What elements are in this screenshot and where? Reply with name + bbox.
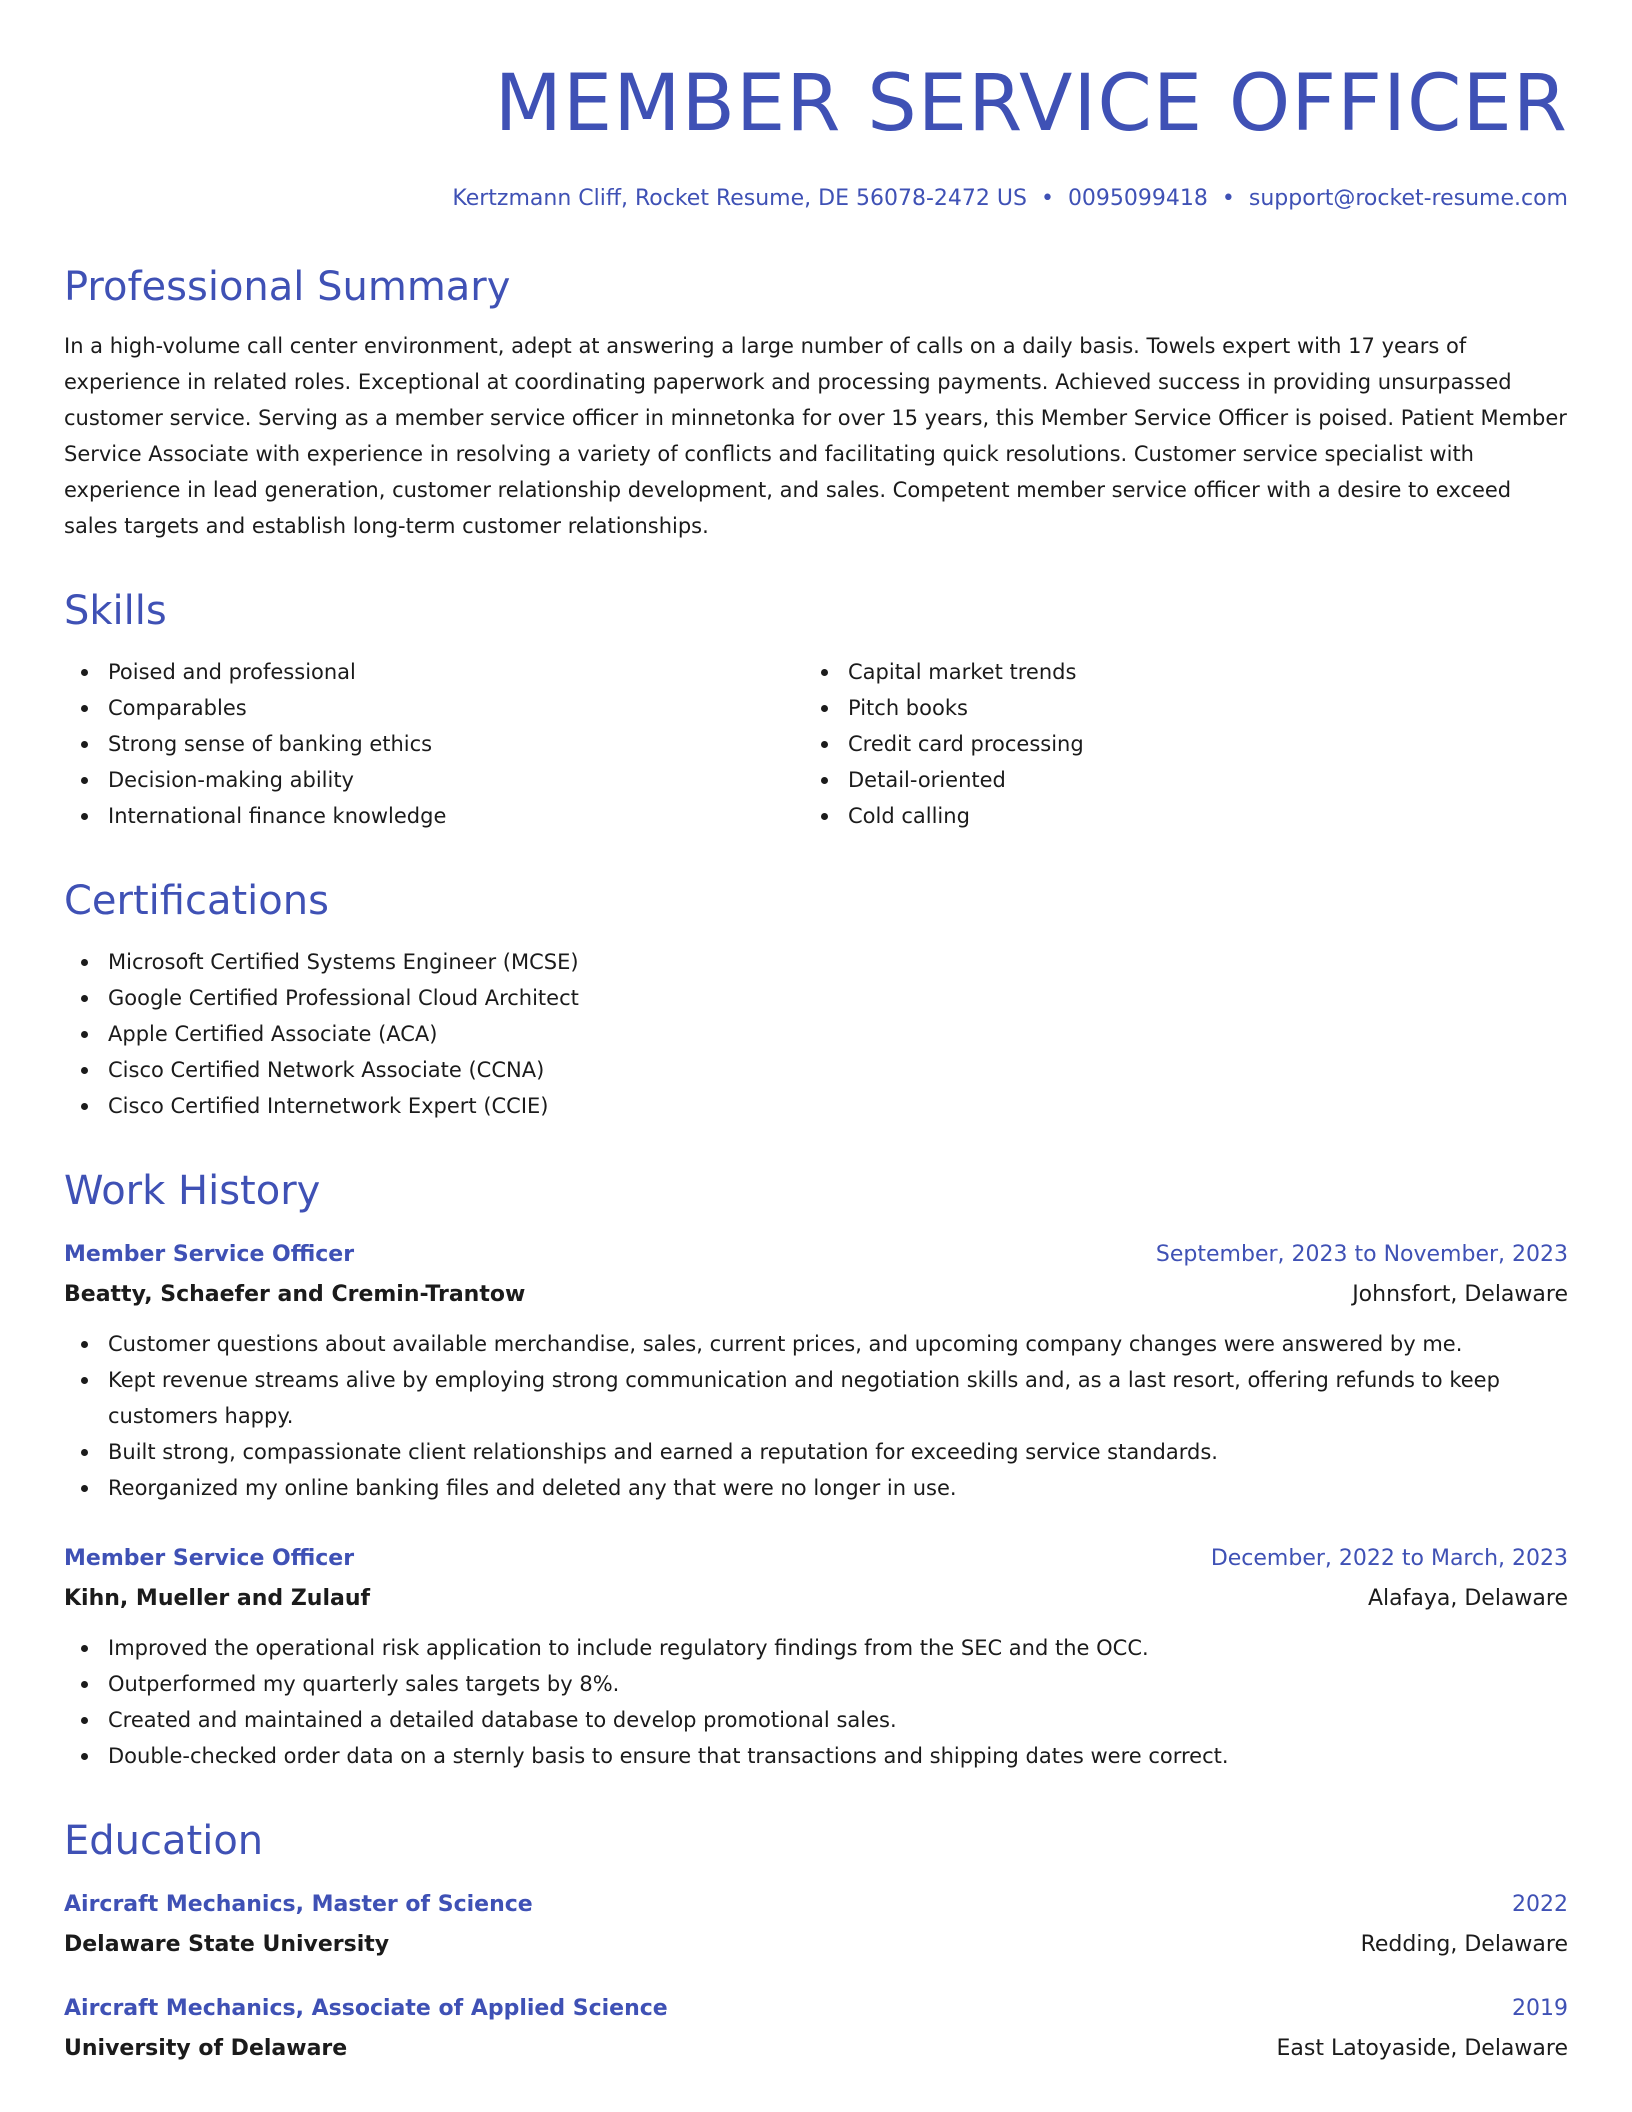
education-subheader [64,1928,1568,1962]
certification-item: Cisco Certified Internetwork Expert (CCIE) [64,1088,1568,1124]
certifications-heading: Certifications [64,878,329,924]
skills-heading: Skills [64,588,167,634]
education-heading: Education [64,1818,264,1864]
education-degree: Aircraft Mechanics, Master of Science [64,1892,533,1917]
work-history-heading: Work History [64,1168,321,1214]
job-header [64,1238,1568,1272]
education-subheader [64,2032,1568,2066]
job-bullets [64,1630,1568,1774]
summary-text: In a high-volume call center environment, adept at answering a large number of calls on a daily basis. Towels expert with 17 years of experience in related roles. Exceptional at coordinating paperwork and processing payments. Achieved success in providing unsurpassed customer service. Serving as a member service officer in minnetonka for over 15 years, this Member Service Officer is poised. Patient Member Service Associate with experience in resolving a variety of conflicts and facilitating quick resolutions. Customer service specialist with experience in lead generation, customer relationship development, and sales. Competent member service officer with a desire to exceed sales targets and establish long-term customer relationships. [64,334,1567,538]
skill-item: Strong sense of banking ethics [64,726,804,762]
education-year: 2019 [1512,1996,1568,2021]
certification-item: Cisco Certified Network Associate (CCNA) [64,1052,1568,1088]
job-dates: September, 2023 to November, 2023 [1155,1242,1568,1267]
skill-item: Credit card processing [804,726,1564,762]
skill-item: Decision-making ability [64,762,804,798]
job-bullets [64,1326,1568,1506]
job-title: Member Service Officer [64,1546,355,1571]
skill-item: Poised and professional [64,654,804,690]
certification-item: Apple Certified Associate (ACA) [64,1016,1568,1052]
skill-item: Cold calling [804,798,1564,834]
education-entry [64,1888,1568,1962]
job-header [64,1542,1568,1576]
job-entry [64,1238,1568,1506]
job-bullet: Outperformed my quarterly sales targets by 8%. [64,1666,1568,1702]
job-employer: Kihn, Mueller and Zulauf [64,1586,371,1611]
education-school: Delaware State University [64,1932,390,1957]
job-bullet: Created and maintained a detailed database to develop promotional sales. [64,1702,1568,1738]
job-location: Alafaya, Delaware [1368,1586,1568,1611]
education-entry [64,1992,1568,2066]
job-employer: Beatty, Schaefer and Cremin-Trantow [64,1282,526,1307]
contact-email: support@rocket-resume.com [1248,186,1568,211]
skill-item: Pitch books [804,690,1564,726]
education-header [64,1888,1568,1922]
job-dates: December, 2022 to March, 2023 [1210,1546,1568,1571]
education-school: University of Delaware [64,2036,348,2061]
job-bullet: Kept revenue streams alive by employing strong communication and negotiation skills and, as a last resort, offering refunds to keep customers happy. [64,1362,1568,1434]
education-year: 2022 [1512,1892,1568,1917]
skills-list [64,654,1568,834]
job-bullet: Improved the operational risk application to include regulatory findings from the SEC and the OCC. [64,1630,1568,1666]
skill-item: Detail-oriented [804,762,1564,798]
job-subheader [64,1582,1568,1616]
skill-item: International finance knowledge [64,798,804,834]
job-bullet: Double-checked order data on a sternly basis to ensure that transactions and shipping dates were correct. [64,1738,1568,1774]
contact-address: Kertzmann Cliff, Rocket Resume, DE 56078-2472 US [452,186,1027,211]
resume-title: MEMBER SERVICE OFFICER [494,59,1568,149]
certification-item: Microsoft Certified Systems Engineer (MCSE) [64,944,1568,980]
job-bullet: Built strong, compassionate client relationships and earned a reputation for exceeding service standards. [64,1434,1568,1470]
education-degree: Aircraft Mechanics, Associate of Applied Science [64,1996,668,2021]
certifications-list [64,944,1568,1124]
contact-phone: 0095099418 [1067,186,1208,211]
job-entry [64,1542,1568,1774]
education-header [64,1992,1568,2026]
skill-item: Comparables [64,690,804,726]
education-location: East Latoyaside, Delaware [1276,2036,1568,2061]
contact-separator: • [1040,186,1054,211]
job-subheader [64,1278,1568,1312]
education-location: Redding, Delaware [1360,1932,1568,1957]
job-bullet: Reorganized my online banking files and deleted any that were no longer in use. [64,1470,1568,1506]
contact-separator: • [1221,186,1235,211]
certification-item: Google Certified Professional Cloud Architect [64,980,1568,1016]
summary-heading: Professional Summary [64,264,511,310]
skill-item: Capital market trends [804,654,1564,690]
job-bullet: Customer questions about available merchandise, sales, current prices, and upcoming company changes were answered by me. [64,1326,1568,1362]
skills-column-right [804,654,1564,834]
job-title: Member Service Officer [64,1242,355,1267]
job-location: Johnsfort, Delaware [1352,1282,1568,1307]
contact-line [64,184,1568,214]
skills-column-left [64,654,804,834]
